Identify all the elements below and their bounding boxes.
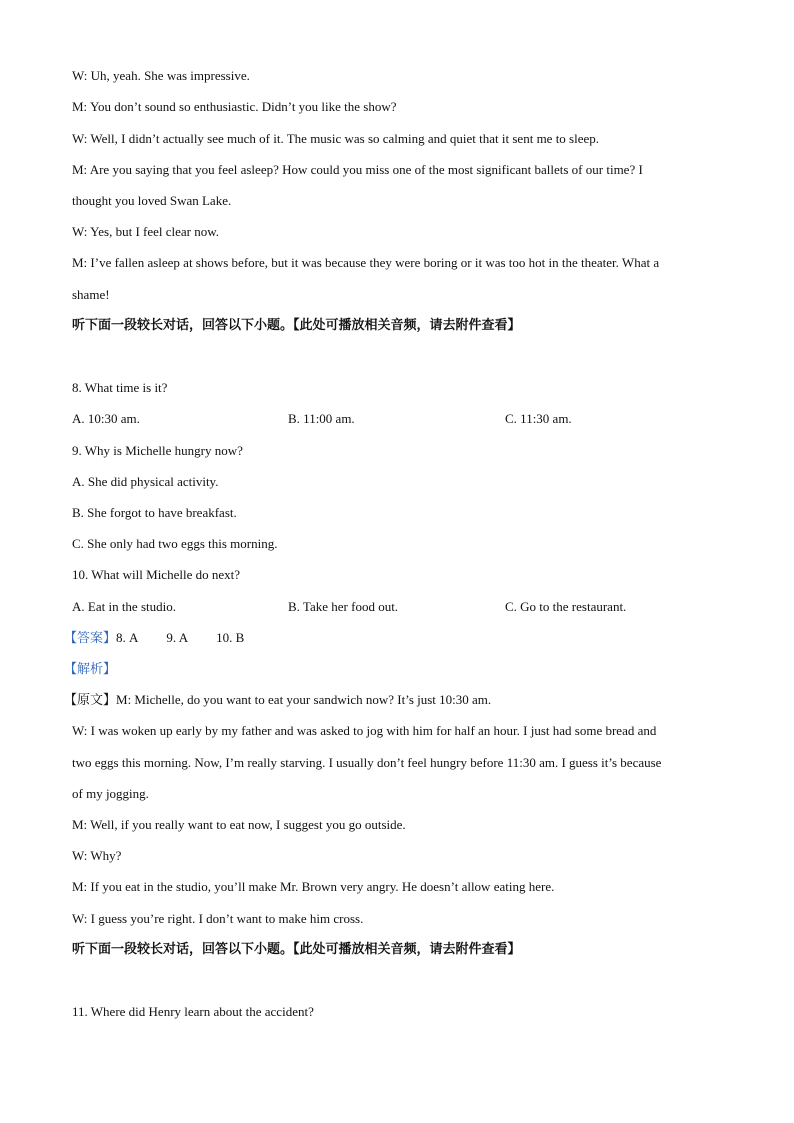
q8-option-b: B. 11:00 am.: [288, 411, 355, 426]
original-label: 【原文】: [64, 693, 117, 708]
q10-option-b: B. Take her food out.: [288, 599, 399, 614]
question-9: 9. Why is Michelle hungry now?: [72, 443, 243, 458]
q10-option-c: C. Go to the restaurant.: [505, 599, 627, 614]
answer-8: 8. A: [116, 630, 139, 645]
question-8: 8. What time is it?: [72, 380, 168, 395]
q10-option-a: A. Eat in the studio.: [72, 599, 176, 614]
q8-option-a: A. 10:30 am.: [72, 411, 140, 426]
dialogue-line: shame!: [72, 287, 110, 302]
analysis-line: 【原文】M: Michelle, do you want to eat your sandwich now? It’s just 10:30 am.: [64, 692, 492, 708]
analysis-line: M: If you eat in the studio, you’ll make Mr. Brown very angry. He doesn’t allow eating here.: [72, 879, 555, 894]
question-10: 10. What will Michelle do next?: [72, 567, 240, 582]
answer-10: 10. B: [216, 630, 245, 645]
analysis-line: of my jogging.: [72, 786, 149, 801]
question-11: 11. Where did Henry learn about the accident?: [72, 1004, 314, 1019]
analysis-label: 【解析】: [64, 662, 117, 677]
answer-label: 【答案】: [64, 631, 117, 646]
dialogue-line: thought you loved Swan Lake.: [72, 193, 232, 208]
q8-option-c: C. 11:30 am.: [505, 411, 572, 426]
q9-option-a: A. She did physical activity.: [72, 474, 219, 489]
analysis-line: W: Why?: [72, 848, 122, 863]
q9-option-b: B. She forgot to have breakfast.: [72, 505, 237, 520]
analysis-line: M: Well, if you really want to eat now, I suggest you go outside.: [72, 817, 406, 832]
answer-9: 9. A: [166, 630, 189, 645]
dialogue-line: W: Yes, but I feel clear now.: [72, 224, 220, 239]
q9-option-c: C. She only had two eggs this morning.: [72, 536, 278, 551]
listening-instruction: 听下面一段较长对话，回答以下小题。【此处可播放相关音频，请去附件查看】: [72, 318, 521, 333]
dialogue-line: W: Uh, yeah. She was impressive.: [72, 68, 250, 83]
dialogue-line: M: I’ve fallen asleep at shows before, but it was because they were boring or it was too hot in the theater. What a: [72, 255, 660, 270]
analysis-line: W: I was woken up early by my father and was asked to jog with him for half an hour. I just had some bread and: [72, 723, 657, 738]
analysis-line: two eggs this morning. Now, I’m really starving. I usually don’t feel hungry before 11:30 am. I guess it’s because: [72, 755, 662, 770]
analysis-line: W: I guess you’re right. I don’t want to make him cross.: [72, 911, 364, 926]
answer-row: [64, 630, 245, 647]
dialogue-line: M: Are you saying that you feel asleep? How could you miss one of the most significant ballets of our time? I: [72, 162, 643, 177]
listening-instruction: 听下面一段较长对话，回答以下小题。【此处可播放相关音频，请去附件查看】: [72, 942, 521, 957]
dialogue-line: W: Well, I didn’t actually see much of it. The music was so calming and quiet that it sent me to sleep.: [72, 131, 600, 146]
dialogue-line: M: You don’t sound so enthusiastic. Didn’t you like the show?: [72, 99, 397, 114]
